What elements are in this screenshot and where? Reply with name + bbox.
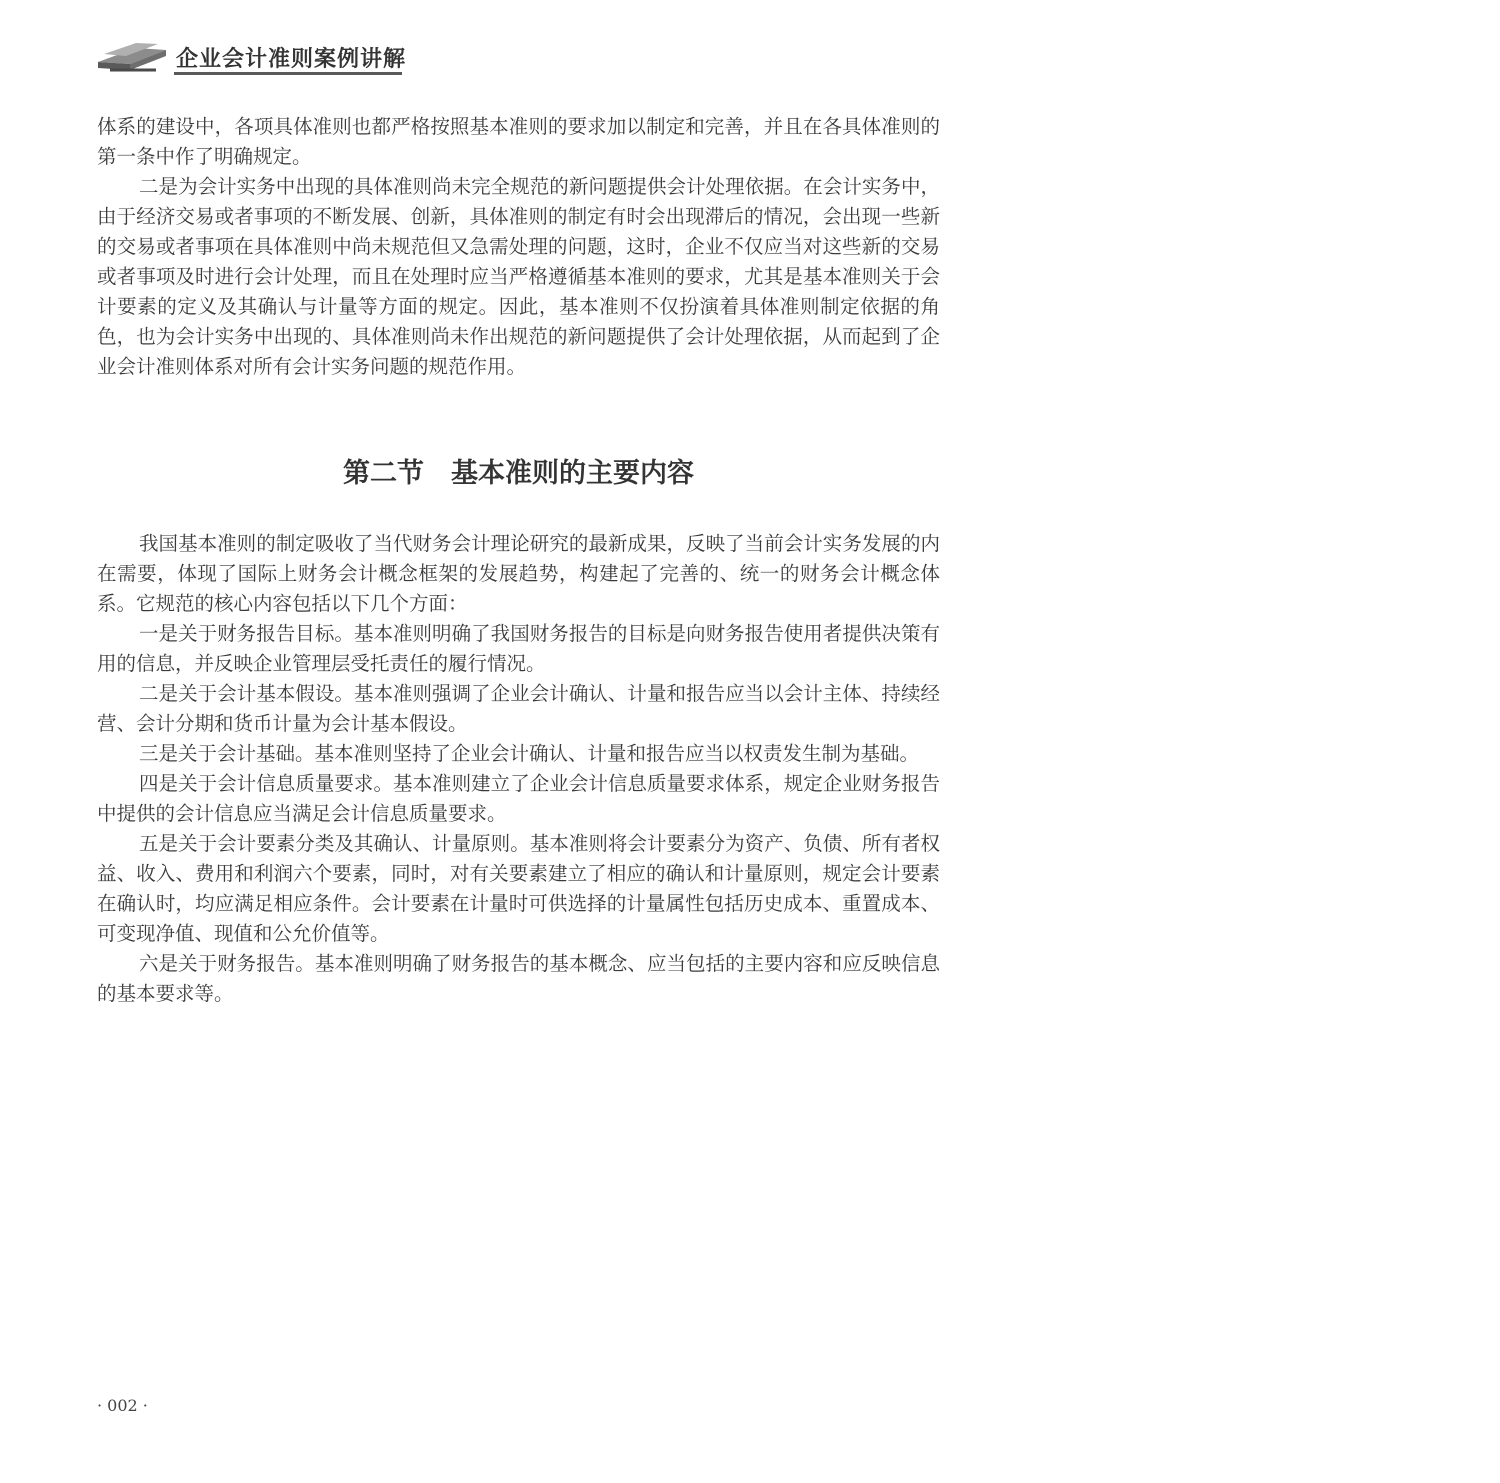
paragraph: 我国基本准则的制定吸收了当代财务会计理论研究的最新成果，反映了当前会计实务发展的内在需要，体现了国际上财务会计概念框架的发展趋势，构建起了完善的、统一的财务会计概念体系。它规范的核心内容包括以下几个方面： — [97, 532, 940, 615]
intro-text — [97, 112, 940, 382]
book-title: 企业会计准则案例讲解 — [176, 47, 407, 72]
paragraph: 四是关于会计信息质量要求。基本准则建立了企业会计信息质量要求体系，规定企业财务报告中提供的会计信息应当满足会计信息质量要求。 — [97, 772, 940, 825]
book-stack-icon — [96, 40, 168, 74]
page-number: · 002 · — [97, 1396, 148, 1415]
paragraph: 六是关于财务报告。基本准则明确了财务报告的基本概念、应当包括的主要内容和应反映信息的基本要求等。 — [97, 952, 940, 1005]
paragraph: 一是关于财务报告目标。基本准则明确了我国财务报告的目标是向财务报告使用者提供决策有用的信息，并反映企业管理层受托责任的履行情况。 — [97, 622, 940, 675]
paragraph: 五是关于会计要素分类及其确认、计量原则。基本准则将会计要素分为资产、负债、所有者权益、收入、费用和利润六个要素，同时，对有关要素建立了相应的确认和计量原则，规定会计要素在确认时，均应满足相应条件。会计要素在计量时可供选择的计量属性包括历史成本、重置成本、可变现净值、现值和公允价值等。 — [97, 832, 940, 945]
paragraph: 三是关于会计基础。基本准则坚持了企业会计确认、计量和报告应当以权责发生制为基础。 — [139, 742, 920, 765]
section-body — [97, 529, 940, 1009]
paragraph: 二是关于会计基本假设。基本准则强调了企业会计确认、计量和报告应当以会计主体、持续经营、会计分期和货币计量为会计基本假设。 — [97, 682, 940, 735]
header-rule — [174, 72, 402, 75]
paragraph: 二是为会计实务中出现的具体准则尚未完全规范的新问题提供会计处理依据。在会计实务中，由于经济交易或者事项的不断发展、创新，具体准则的制定有时会出现滞后的情况，会出现一些新的交易或者事项在具体准则中尚未规范但又急需处理的问题，这时，企业不仅应当对这些新的交易或者事项及时进行会计处理，而且在处理时应当严格遵循基本准则的要求，尤其是基本准则关于会计要素的定义及其确认与计量等方面的规定。因此，基本准则不仅扮演着具体准则制定依据的角色，也为会计实务中出现的、具体准则尚未作出规范的新问题提供了会计处理依据，从而起到了企业会计准则体系对所有会计实务问题的规范作用。 — [97, 175, 940, 378]
section-heading: 第二节 基本准则的主要内容 — [343, 458, 694, 489]
running-header — [96, 36, 416, 82]
paragraph: 体系的建设中，各项具体准则也都严格按照基本准则的要求加以制定和完善，并且在各具体准则的第一条中作了明确规定。 — [97, 115, 940, 168]
